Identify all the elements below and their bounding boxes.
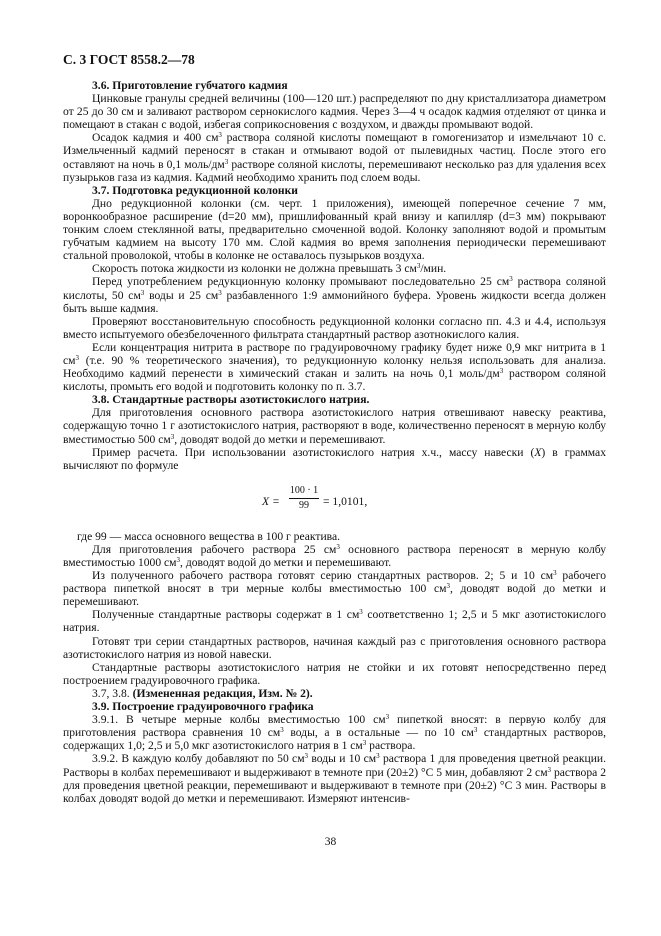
- paragraph: Проверяют восстановительную способность редукционной колонки согласно пп. 4.3 и 4.4, используя вместо испытуемого обезбелоченного фильтрата стандартный раствор азотнокислого калия.: [63, 314, 606, 341]
- paragraph: Перед употреблением редукционную колонку промывают последовательно 25 $см^3$ раствора соляной кислоты, 50 $см^3$ воды и 25 $см^3$ разбавленного 1:9 аммонийного буфера. Уровень жидкости всегда должен быть выше кадмия.: [63, 275, 607, 315]
- paragraph: Цинковые гранулы средней величины (100—120 шт.) распределяют по дну кристаллизатора диаметром от 25 до 30 см и заливают раствором сернокислого кадмия. Через 3—4 ч осадок кадмия отделяют от цинка и помещают в стакан с водой, избегая соприкосновения с воздухом, и дважды промывают водой.: [63, 92, 606, 132]
- page-number: 38: [324, 836, 337, 848]
- amendment-note: 3.7, 3.8. (Измененная редакция, Изм. № 2).: [92, 686, 313, 700]
- section-3-8-title: 3.8. Стандартные растворы азотистокислого натрия.: [92, 393, 370, 407]
- paragraph: Для приготовления основного раствора азотистокислого натрия отвешивают навеску реактива, содержащую точно 1 г азотистокислого натрия, растворяют в воде, количественно переносят в мерную колбу вместимостью 500 $см^3$, доводят водой до метки и перемешивают.: [63, 406, 606, 446]
- paragraph: Если концентрация нитрита в растворе по градуировочному графику будет ниже 0,9 мкг нитрита в 1 $см^3$ (т.е. 90 % теоретического значения), то редукционную колонку нельзя использовать для анализа. Необходимо кадмий перенести в химический стакан и залить на ночь 0,1 моль/$дм^3$ раствором соляной кислоты, промыть его водой и подготовить колонку по п. 3.7.: [63, 340, 606, 394]
- paragraph: Скорость потока жидкости из колонки не должна превышать 3 $см^3$/мин.: [92, 262, 447, 276]
- document-body: [63, 79, 606, 805]
- formula-fraction: [289, 484, 319, 512]
- paragraph: Пример расчета. При использовании азотистокислого натрия х.ч., массу навески (X) в граммах вычисляют по формуле: [63, 445, 606, 472]
- paragraph: 3.9.2. В каждую колбу добавляют по 50 $см^3$ воды и 10 $см^3$ раствора 1 для проведения цветной реакции. Растворы в колбах перемешивают и выдерживают в темноте при (20±2) °С 5 мин, добавляют 2 $см^3$ раствора 2 для проведения цветной реакции, перемешивают и выдерживают в темноте при (20±2) °С 3 мин. Растворы в колбах доводят водой до метки и перемешивают. Измеряют интенсив-: [63, 752, 607, 805]
- paragraph: Для приготовления рабочего раствора 25 $см^3$ основного раствора переносят в мерную колбу вместимостью 1000 $см^3$, доводят водой до метки и перемешивают.: [63, 542, 606, 569]
- page-header: С. 3 ГОСТ 8558.2—78: [63, 52, 195, 67]
- formula-denominator: 99: [299, 499, 309, 511]
- formula-numerator: 100 · 1: [289, 484, 319, 499]
- paragraph: Стандартные растворы азотистокислого натрия не стойки и их готовят непосредственно перед построением градуировочного графика.: [63, 660, 606, 687]
- formula-explanation: где 99 — масса основного вещества в 100 г реактива.: [77, 529, 341, 543]
- formula: [63, 482, 606, 526]
- section-3-7-title: 3.7. Подготовка редукционной колонки: [92, 183, 298, 197]
- paragraph: Осадок кадмия и 400 $см^3$ раствора соляной кислоты помещают в гомогенизатор и измельчают 10 с. Измельченный кадмий переносят в стакан и отмывают водой от пылевидных частиц. После этого его оставляют на ночь в 0,1 моль/$дм^3$ растворе соляной кислоты, перемешивают несколько раз для удаления всех пузырьков газа из кадмия. Кадмий необходимо хранить под слоем воды.: [63, 131, 606, 184]
- paragraph: Из полученного рабочего раствора готовят серию стандартных растворов. 2; 5 и 10 $см^3$ рабочего раствора пипеткой вносят в три мерные колбы вместимостью 100 $см^3$, доводят водой до метки и перемешивают.: [63, 569, 606, 609]
- paragraph: Готовят три серии стандартных растворов, начиная каждый раз с приготовления основного раствора азотистокислого натрия из новой навески.: [63, 634, 606, 661]
- formula-lhs: X =: [262, 494, 280, 508]
- paragraph: Дно редукционной колонки (см. черт. 1 приложения), имеющей поперечное сечение 7 мм, воронкообразное расширение (d=20 мм), пришлифованный край внизу и капилляр (d=3 мм) покрывают тонким слоем стеклянной ваты, предварительно смоченной водой. Колонку заполняют водой и промытым губчатым кадмием на высоту 170 мм. Слой кадмия во время заполнения периодически перемешивают стальной проволокой, чтобы в колонке не оставалось пузырьков воздуха.: [63, 196, 606, 263]
- section-3-6-title: 3.6. Приготовление губчатого кадмия: [92, 79, 288, 92]
- formula-result: = 1,0101,: [323, 494, 368, 508]
- paragraph: Полученные стандартные растворы содержат в 1 $см^3$ соответственно 1; 2,5 и 5 мкг азотистокислого натрия.: [63, 608, 606, 635]
- section-3-9-title: 3.9. Построение градуировочного графика: [92, 700, 314, 714]
- paragraph: 3.9.1. В четыре мерные колбы вместимостью 100 $см^3$ пипеткой вносят: в первую колбу для приготовления раствора сравнения 10 $см^3$ воды, а в остальные — по 10 $см^3$ стандартных растворов, содержащих 1,0; 2,5 и 5,0 мкг азотистокислого натрия в 1 $см^3$ раствора.: [63, 713, 606, 753]
